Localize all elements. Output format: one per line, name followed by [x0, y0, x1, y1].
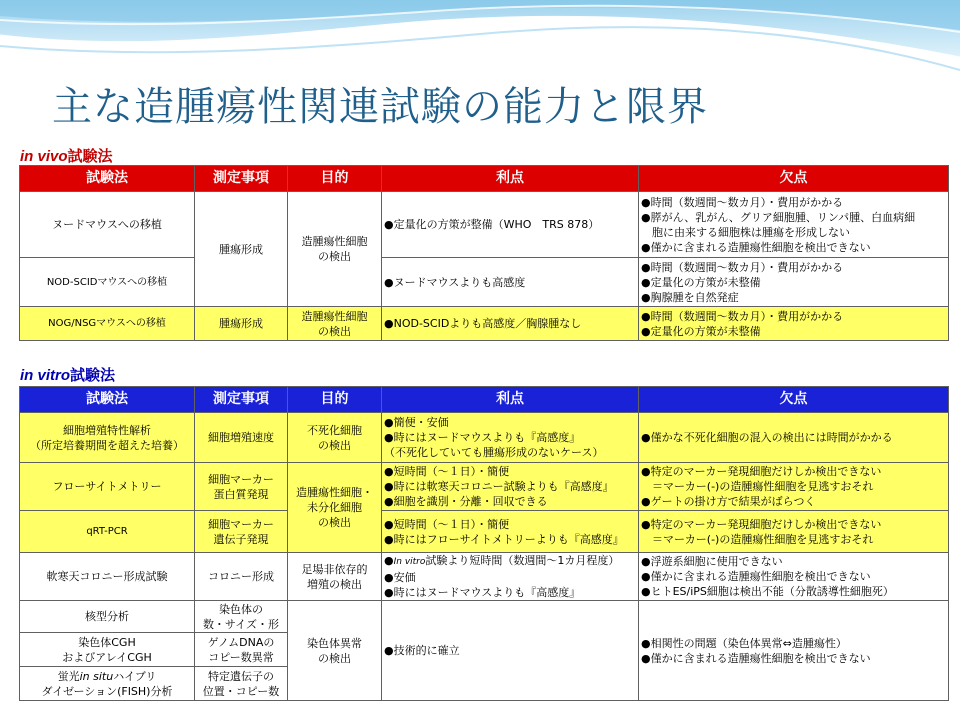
merit-cell: ●簡便・安価 ●時にはヌードマウスよりも『高感度』 （不死化していても腫瘍形成のないケース）	[382, 413, 639, 463]
merit-cell: ●ヌードマウスよりも高感度	[382, 258, 639, 307]
test-cell: NOG/NSGマウスへの移植	[20, 307, 195, 341]
demerit-cell: ●相関性の問題（染色体異常⇔造腫瘍性） ●僅かに含まれる造腫瘍性細胞を検出できない	[639, 601, 949, 701]
header-demerits: 欠点	[639, 387, 949, 413]
page-title: 主な造腫瘍性関連試験の能力と限界	[52, 84, 708, 130]
demerit-cell: ●時間（数週間〜数カ月）・費用がかかる ●定量化の方策が未整備 ●胸腺腫を自然発症	[639, 258, 949, 307]
in-vitro-section-label: in vitro試験法	[20, 366, 116, 384]
purpose-cell: 造腫瘍性細胞 の検出	[288, 307, 382, 341]
header-merits: 利点	[382, 166, 639, 192]
purpose-cell: 足場非依存的 増殖の検出	[288, 553, 382, 601]
purpose-cell: 造腫瘍性細胞・ 未分化細胞 の検出	[288, 463, 382, 553]
test-cell: 細胞増殖特性解析 （所定培養期間を超えた培養）	[20, 413, 195, 463]
table-row	[20, 511, 949, 553]
test-cell: 核型分析	[20, 601, 195, 633]
header-purpose: 目的	[288, 166, 382, 192]
header-merits: 利点	[382, 387, 639, 413]
merit-cell: ●NOD-SCIDよりも高感度／胸腺腫なし	[382, 307, 639, 341]
test-cell: ヌードマウスへの移植	[20, 192, 195, 258]
table-row	[20, 307, 949, 341]
merit-cell: ●定量化の方策が整備（WHO TRS 878）	[382, 192, 639, 258]
demerit-cell: ●特定のマーカー発現細胞だけしか検出できない ＝マーカー(-)の造腫瘍性細胞を見逃すおそれ ●ゲートの掛け方で結果がばらつく	[639, 463, 949, 511]
table-header-row	[20, 387, 949, 413]
measure-cell: 細胞マーカー 蛋白質発現	[195, 463, 288, 511]
test-cell: qRT-PCR	[20, 511, 195, 553]
merit-cell: ●In vitro試験より短時間（数週間〜1カ月程度） ●安価 ●時にはヌードマウスよりも『高感度』	[382, 553, 639, 601]
demerit-cell: ●特定のマーカー発現細胞だけしか検出できない ＝マーカー(-)の造腫瘍性細胞を見逃すおそれ	[639, 511, 949, 553]
measure-cell: コロニー形成	[195, 553, 288, 601]
header-measurement: 測定事項	[195, 166, 288, 192]
header-test-method: 試験法	[20, 387, 195, 413]
measure-cell: 特定遺伝子の 位置・コピー数	[195, 667, 288, 701]
header-measurement: 測定事項	[195, 387, 288, 413]
merit-cell: ●短時間（〜１日）・簡便 ●時には軟寒天コロニー試験よりも『高感度』 ●細胞を識別・分離・回収できる	[382, 463, 639, 511]
header-demerits: 欠点	[639, 166, 949, 192]
header-purpose: 目的	[288, 387, 382, 413]
header-test-method: 試験法	[20, 166, 195, 192]
test-cell: 蛍光in situハイブリ ダイゼーション(FISH)分析	[20, 667, 195, 701]
measure-cell: 細胞マーカー 遺伝子発現	[195, 511, 288, 553]
purpose-cell: 造腫瘍性細胞 の検出	[288, 192, 382, 307]
table-row	[20, 258, 949, 307]
table-row	[20, 601, 949, 633]
merit-cell: ●短時間（〜１日）・簡便 ●時にはフローサイトメトリーよりも『高感度』	[382, 511, 639, 553]
table-header-row	[20, 166, 949, 192]
in-vitro-table	[19, 386, 949, 701]
table-row	[20, 463, 949, 511]
demerit-cell: ●時間（数週間〜数カ月）・費用がかかる ●膵がん、乳がん、グリア細胞腫、リンパ腫、白血病細 胞に由来する細胞株は腫瘍を形成しない ●僅かに含まれる造腫瘍性細胞を検出できない	[639, 192, 949, 258]
test-cell: 染色体CGH およびアレイCGH	[20, 633, 195, 667]
measure-cell: 細胞増殖速度	[195, 413, 288, 463]
table-row	[20, 553, 949, 601]
table-row	[20, 413, 949, 463]
demerit-cell: ●浮遊系細胞に使用できない ●僅かに含まれる造腫瘍性細胞を検出できない ●ヒトES/iPS細胞は検出不能（分散誘導性細胞死）	[639, 553, 949, 601]
demerit-cell: ●時間（数週間〜数カ月）・費用がかかる ●定量化の方策が未整備	[639, 307, 949, 341]
in-vivo-section-label: in vivo試験法	[20, 147, 113, 165]
merit-cell: ●技術的に確立	[382, 601, 639, 701]
in-vivo-table	[19, 165, 949, 341]
purpose-cell: 染色体異常 の検出	[288, 601, 382, 701]
test-cell: フローサイトメトリー	[20, 463, 195, 511]
measure-cell: 腫瘍形成	[195, 307, 288, 341]
measure-cell: 腫瘍形成	[195, 192, 288, 307]
table-row	[20, 192, 949, 258]
test-cell: NOD-SCIDマウスへの移植	[20, 258, 195, 307]
measure-cell: 染色体の 数・サイズ・形	[195, 601, 288, 633]
measure-cell: ゲノムDNAの コピー数異常	[195, 633, 288, 667]
test-cell: 軟寒天コロニー形成試験	[20, 553, 195, 601]
demerit-cell: ●僅かな不死化細胞の混入の検出には時間がかかる	[639, 413, 949, 463]
purpose-cell: 不死化細胞 の検出	[288, 413, 382, 463]
